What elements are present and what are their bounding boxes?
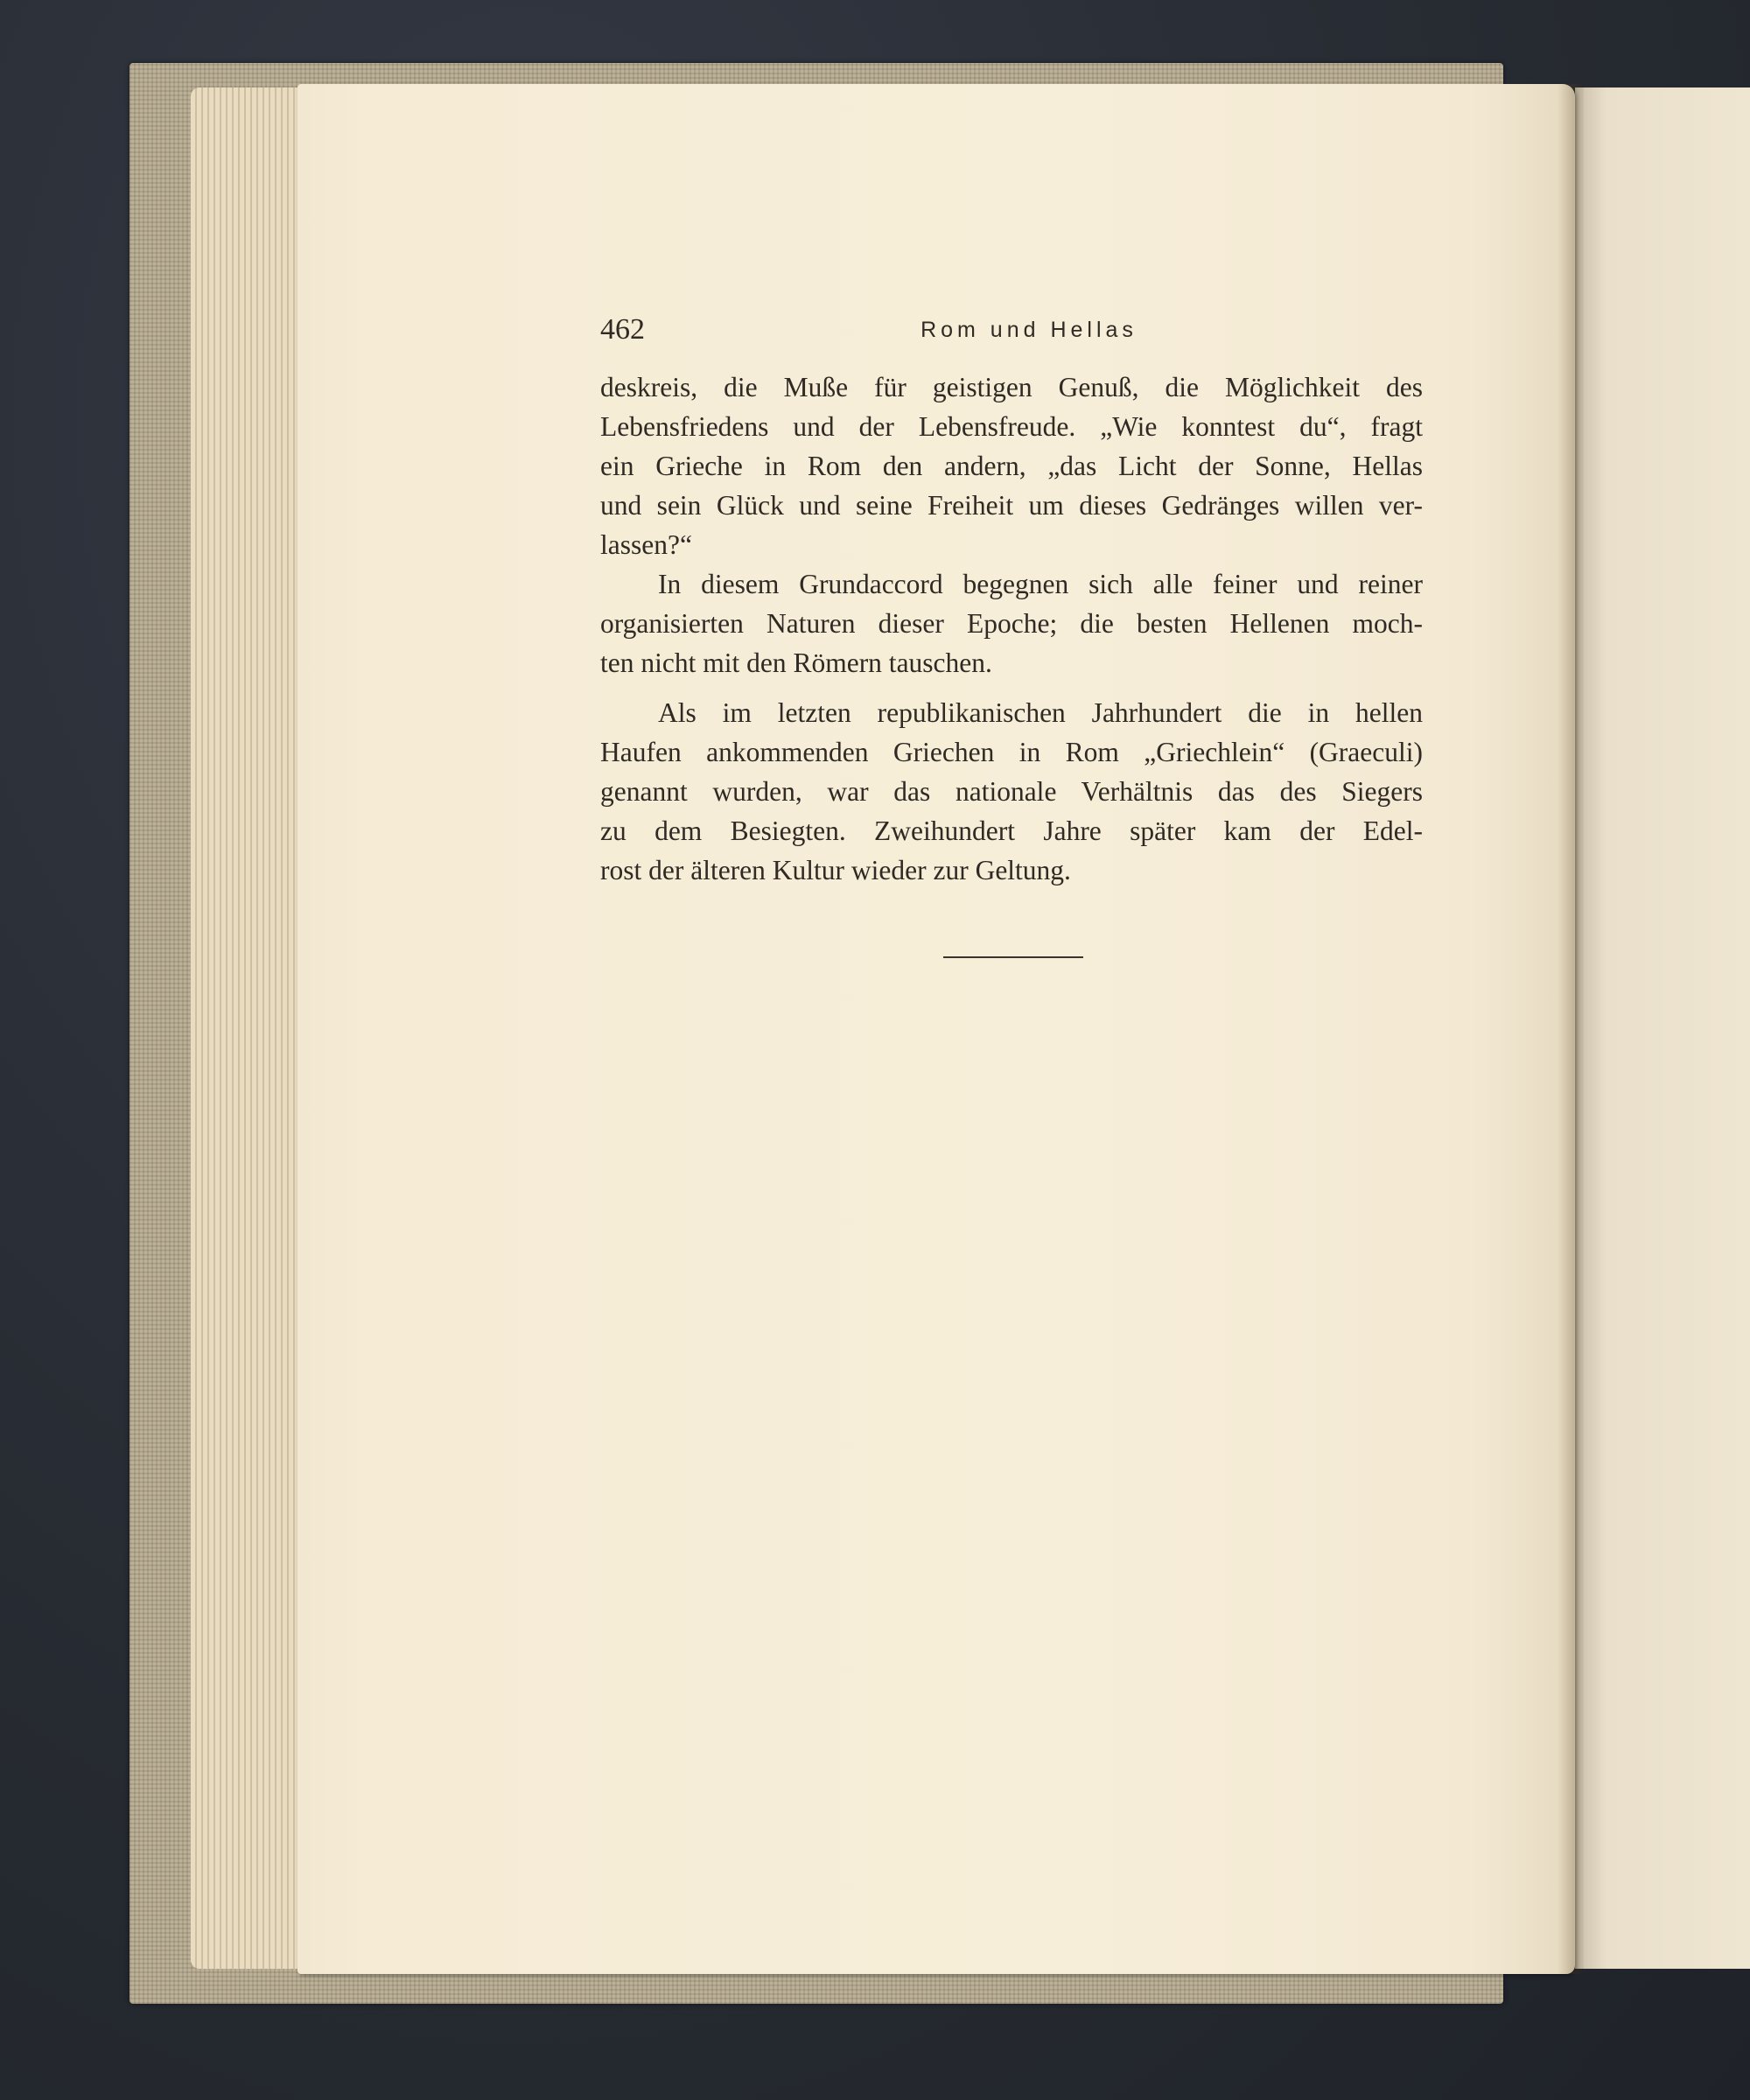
text-line: und sein Glück und seine Freiheit um dieses Gedränges willen ver- — [600, 490, 1423, 521]
section-end-rule — [943, 956, 1083, 958]
page-header — [600, 311, 1423, 354]
text-line: ein Grieche in Rom den andern, „das Licht der Sonne, Hellas — [600, 451, 1423, 481]
text-line: ten nicht mit den Römern tauschen. — [600, 648, 992, 678]
body-text — [600, 368, 1423, 890]
text-line: Haufen ankommenden Griechen in Rom „Griechlein“ (Graeculi) — [600, 737, 1423, 767]
page-edges — [191, 88, 304, 1969]
paragraph-3 — [600, 693, 1423, 890]
text-line: organisierten Naturen dieser Epoche; die besten Hellenen moch- — [600, 608, 1423, 639]
text-line: deskreis, die Muße für geistigen Genuß, die Möglichkeit des — [600, 372, 1423, 402]
running-title: Rom und Hellas — [920, 318, 1138, 342]
facing-page-edge — [1575, 88, 1750, 1969]
paragraph-2 — [600, 564, 1423, 682]
page-number: 462 — [600, 313, 645, 346]
text-line: Als im letzten republikanischen Jahrhundert die in hellen — [658, 697, 1423, 728]
paragraph-1 — [600, 368, 1423, 564]
text-line: In diesem Grundaccord begegnen sich alle feiner und reiner — [658, 569, 1423, 599]
text-line: lassen?“ — [600, 529, 692, 560]
text-line: zu dem Besiegten. Zweihundert Jahre später kam der Edel- — [600, 816, 1423, 846]
text-line: Lebensfriedens und der Lebensfreude. „Wie konntest du“, fragt — [600, 411, 1423, 442]
page-gutter-shadow — [1558, 84, 1584, 1974]
text-line: genannt wurden, war das nationale Verhältnis das des Siegers — [600, 776, 1423, 807]
text-line: rost der älteren Kultur wieder zur Geltung. — [600, 855, 1071, 886]
